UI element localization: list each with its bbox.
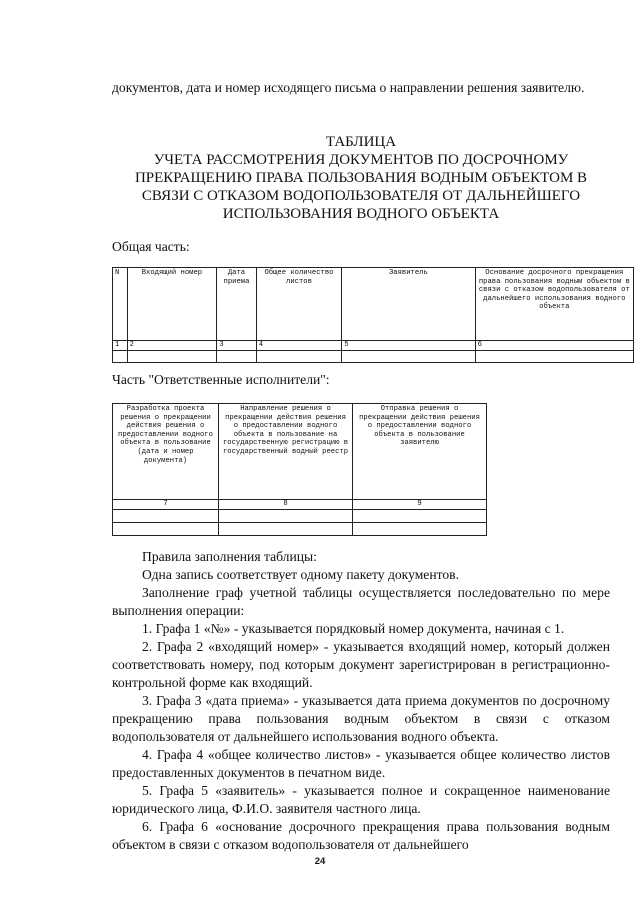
title-line-1: ТАБЛИЦА	[325, 134, 397, 150]
column-number-cell: 5	[342, 341, 475, 351]
rules-heading: Правила заполнения таблицы:	[142, 549, 317, 564]
intro-paragraph: документов, дата и номер исходящего письма о направлении решения заявителю.	[112, 80, 585, 95]
empty-cell	[219, 522, 353, 535]
empty-cell	[353, 522, 487, 535]
empty-cell	[113, 350, 128, 362]
rule-item-6: 6. Графа 6 «основание досрочного прекращения права пользования водным объектом в связи с отказом водопользователя от дальнейшего	[112, 819, 610, 852]
column-number-cell: 7	[113, 500, 219, 510]
page-number: 24	[314, 856, 326, 867]
title-line-3: ПРЕКРАЩЕНИЮ ПРАВА ПОЛЬЗОВАНИЯ ВОДНЫМ ОБЪЕКТОМ В	[134, 170, 588, 186]
responsible-header-row	[113, 404, 487, 500]
column-number-cell: 1	[113, 341, 128, 351]
column-number-cell: 9	[353, 500, 487, 510]
header-dispatch-cell: Отправка решения о прекращении действия решения о предоставлении водного объекта в пользование заявителю	[353, 404, 487, 500]
column-number-cell: 2	[127, 341, 217, 351]
empty-cell	[475, 350, 633, 362]
column-number-cell: 4	[256, 341, 341, 351]
empty-cell	[342, 350, 475, 362]
column-number-cell: 6	[475, 341, 633, 351]
table-title	[112, 133, 610, 223]
header-incoming-number-cell: Входящий номер	[127, 268, 217, 341]
responsible-part-label: Часть "Ответственные исполнители":	[112, 372, 330, 387]
empty-cell	[113, 522, 219, 535]
rules-paragraph: Заполнение граф учетной таблицы осуществляется последовательно по мере выполнения операции:	[112, 585, 610, 618]
header-registration-cell: Направление решения о прекращении действия решения о предоставлении водного объекта в пользование на государственную регистрацию в государственный водный реестр	[219, 404, 353, 500]
empty-cell	[219, 509, 353, 522]
filling-rules	[112, 548, 610, 854]
header-total-sheets-cell: Общее количество листов	[256, 268, 341, 341]
responsible-empty-row	[113, 509, 487, 522]
responsible-empty-row	[113, 522, 487, 535]
empty-cell	[353, 509, 487, 522]
empty-cell	[127, 350, 217, 362]
rule-item-1: 1. Графа 1 «№» - указывается порядковый номер документа, начиная с 1.	[142, 621, 565, 636]
header-draft-decision-cell: Разработка проекта решения о прекращении действия решения о предоставлении водного объекта в пользование (дата и номер документа)	[113, 404, 219, 500]
rule-item-3: 3. Графа 3 «дата приема» - указывается дата приема документов по досрочному прекращению права пользования водным объектом в связи с отказом водопользователя от дальнейшего использования водного объекта.	[112, 693, 610, 744]
title-line-5: ИСПОЛЬЗОВАНИЯ ВОДНОГО ОБЪЕКТА	[222, 206, 500, 222]
rule-item-4: 4. Графа 4 «общее количество листов» - указывается общее количество листов предоставленных документов в печатном виде.	[112, 747, 610, 780]
general-header-row	[113, 268, 634, 341]
title-line-2: УЧЕТА РАССМОТРЕНИЯ ДОКУМЕНТОВ ПО ДОСРОЧНОМУ	[153, 152, 569, 168]
title-line-4: СВЯЗИ С ОТКАЗОМ ВОДОПОЛЬЗОВАТЕЛЯ ОТ ДАЛЬНЕЙШЕГО	[141, 188, 581, 204]
rule-item-5: 5. Графа 5 «заявитель» - указывается полное и сокращенное наименование юридического лица, Ф.И.О. заявителя частного лица.	[112, 783, 610, 816]
empty-cell	[256, 350, 341, 362]
rule-item-2: 2. Графа 2 «входящий номер» - указывается входящий номер, который должен соответствовать номеру, под которым документ зарегистрирован в регистрационно-контрольной форме как входящий.	[112, 639, 610, 690]
header-applicant-cell: Заявитель	[342, 268, 475, 341]
header-basis-cell: Основание досрочного прекращения права пользования водным объектом в связи с отказом водопользователя от дальнейшего использования водного объекта	[475, 268, 633, 341]
general-number-row	[113, 341, 634, 351]
empty-cell	[217, 350, 257, 362]
rules-paragraph: Одна запись соответствует одному пакету документов.	[142, 567, 459, 582]
header-receipt-date-cell: Дата приема	[217, 268, 257, 341]
general-table	[112, 267, 634, 363]
responsible-table	[112, 403, 487, 536]
empty-cell	[113, 509, 219, 522]
column-number-cell: 8	[219, 500, 353, 510]
responsible-number-row	[113, 500, 487, 510]
header-number-cell: N	[113, 268, 128, 341]
general-empty-row	[113, 350, 634, 362]
column-number-cell: 3	[217, 341, 257, 351]
general-part-label: Общая часть:	[112, 239, 190, 254]
